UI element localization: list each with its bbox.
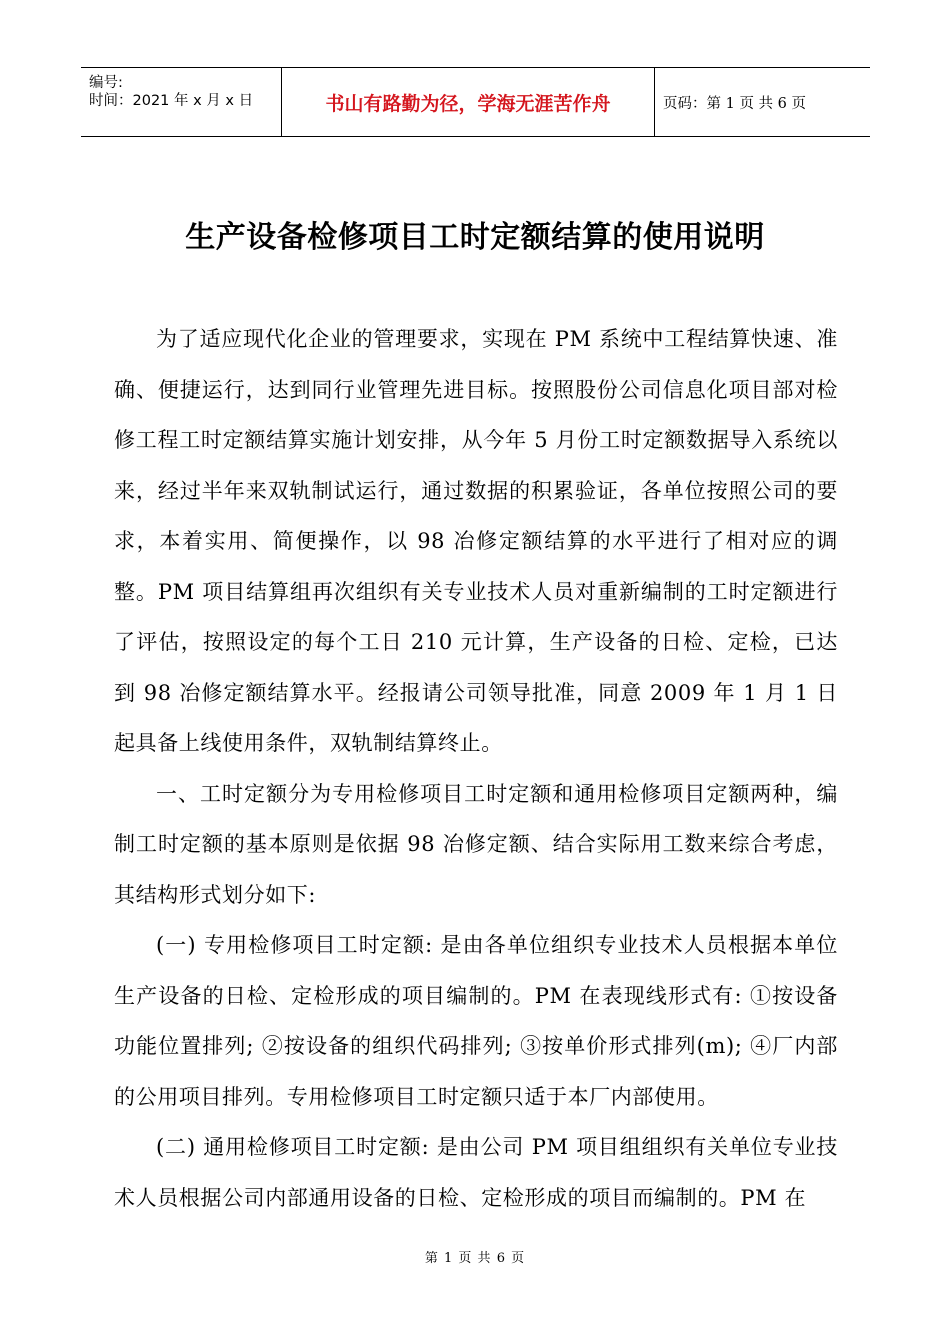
number-label: 编号: [89, 75, 123, 91]
document-body [114, 314, 838, 1223]
header-meta [81, 68, 281, 136]
motto: 书山有路勤为径，学海无涯苦作舟 [281, 68, 655, 136]
page-label: 页码：第 1 页 共 6 页 [663, 95, 806, 112]
header-table [81, 67, 870, 137]
paragraph: (一) 专用检修项目工时定额: 是由各单位组织专业技术人员根据本单位生产设备的日检、定检形成的项目编制的。PM 在表现线形式有: ①按设备功能位置排列; ②按设备的组织代码排列; ③按单价形式排列(m); ④厂内部的公用项目排列。专用检修项目工时定额只适于本厂内部使用。 [114, 933, 838, 1109]
time-label: 时间：2021 年 x 月 x 日 [89, 93, 254, 109]
document-title: 生产设备检修项目工时定额结算的使用说明 [185, 220, 765, 255]
paragraph: 为了适应现代化企业的管理要求，实现在 PM 系统中工程结算快速、准确、便捷运行，达到同行业管理先进目标。按照股份公司信息化项目部对检修工程工时定额结算实施计划安排，从今年 5 月份工时定额数据导入系统以来，经过半年来双轨制试运行，通过数据的积累验证，各单位按照公司的要求，本着实用、简便操作，以 98 冶修定额结算的水平进行了相对应的调整。PM 项目结算组再次组织有关专业技术人员对重新编制的工时定额进行了评估，按照设定的每个工日 210 元计算，生产设备的日检、定检，已达到 98 冶修定额结算水平。经报请公司领导批准，同意 2009 年 1 月 1 日起具备上线使用条件，双轨制结算终止。 [114, 327, 838, 755]
page-footer: 第 1 页 共 6 页 [424, 1251, 526, 1266]
paragraph: 一、工时定额分为专用检修项目工时定额和通用检修项目定额两种，编制工时定额的基本原则是依据 98 冶修定额、结合实际用工数来综合考虑，其结构形式划分如下: [114, 781, 838, 907]
paragraph: (二) 通用检修项目工时定额: 是由公司 PM 项目组组织有关单位专业技术人员根据公司内部通用设备的日检、定检形成的项目而编制的。PM 在 [114, 1135, 838, 1210]
